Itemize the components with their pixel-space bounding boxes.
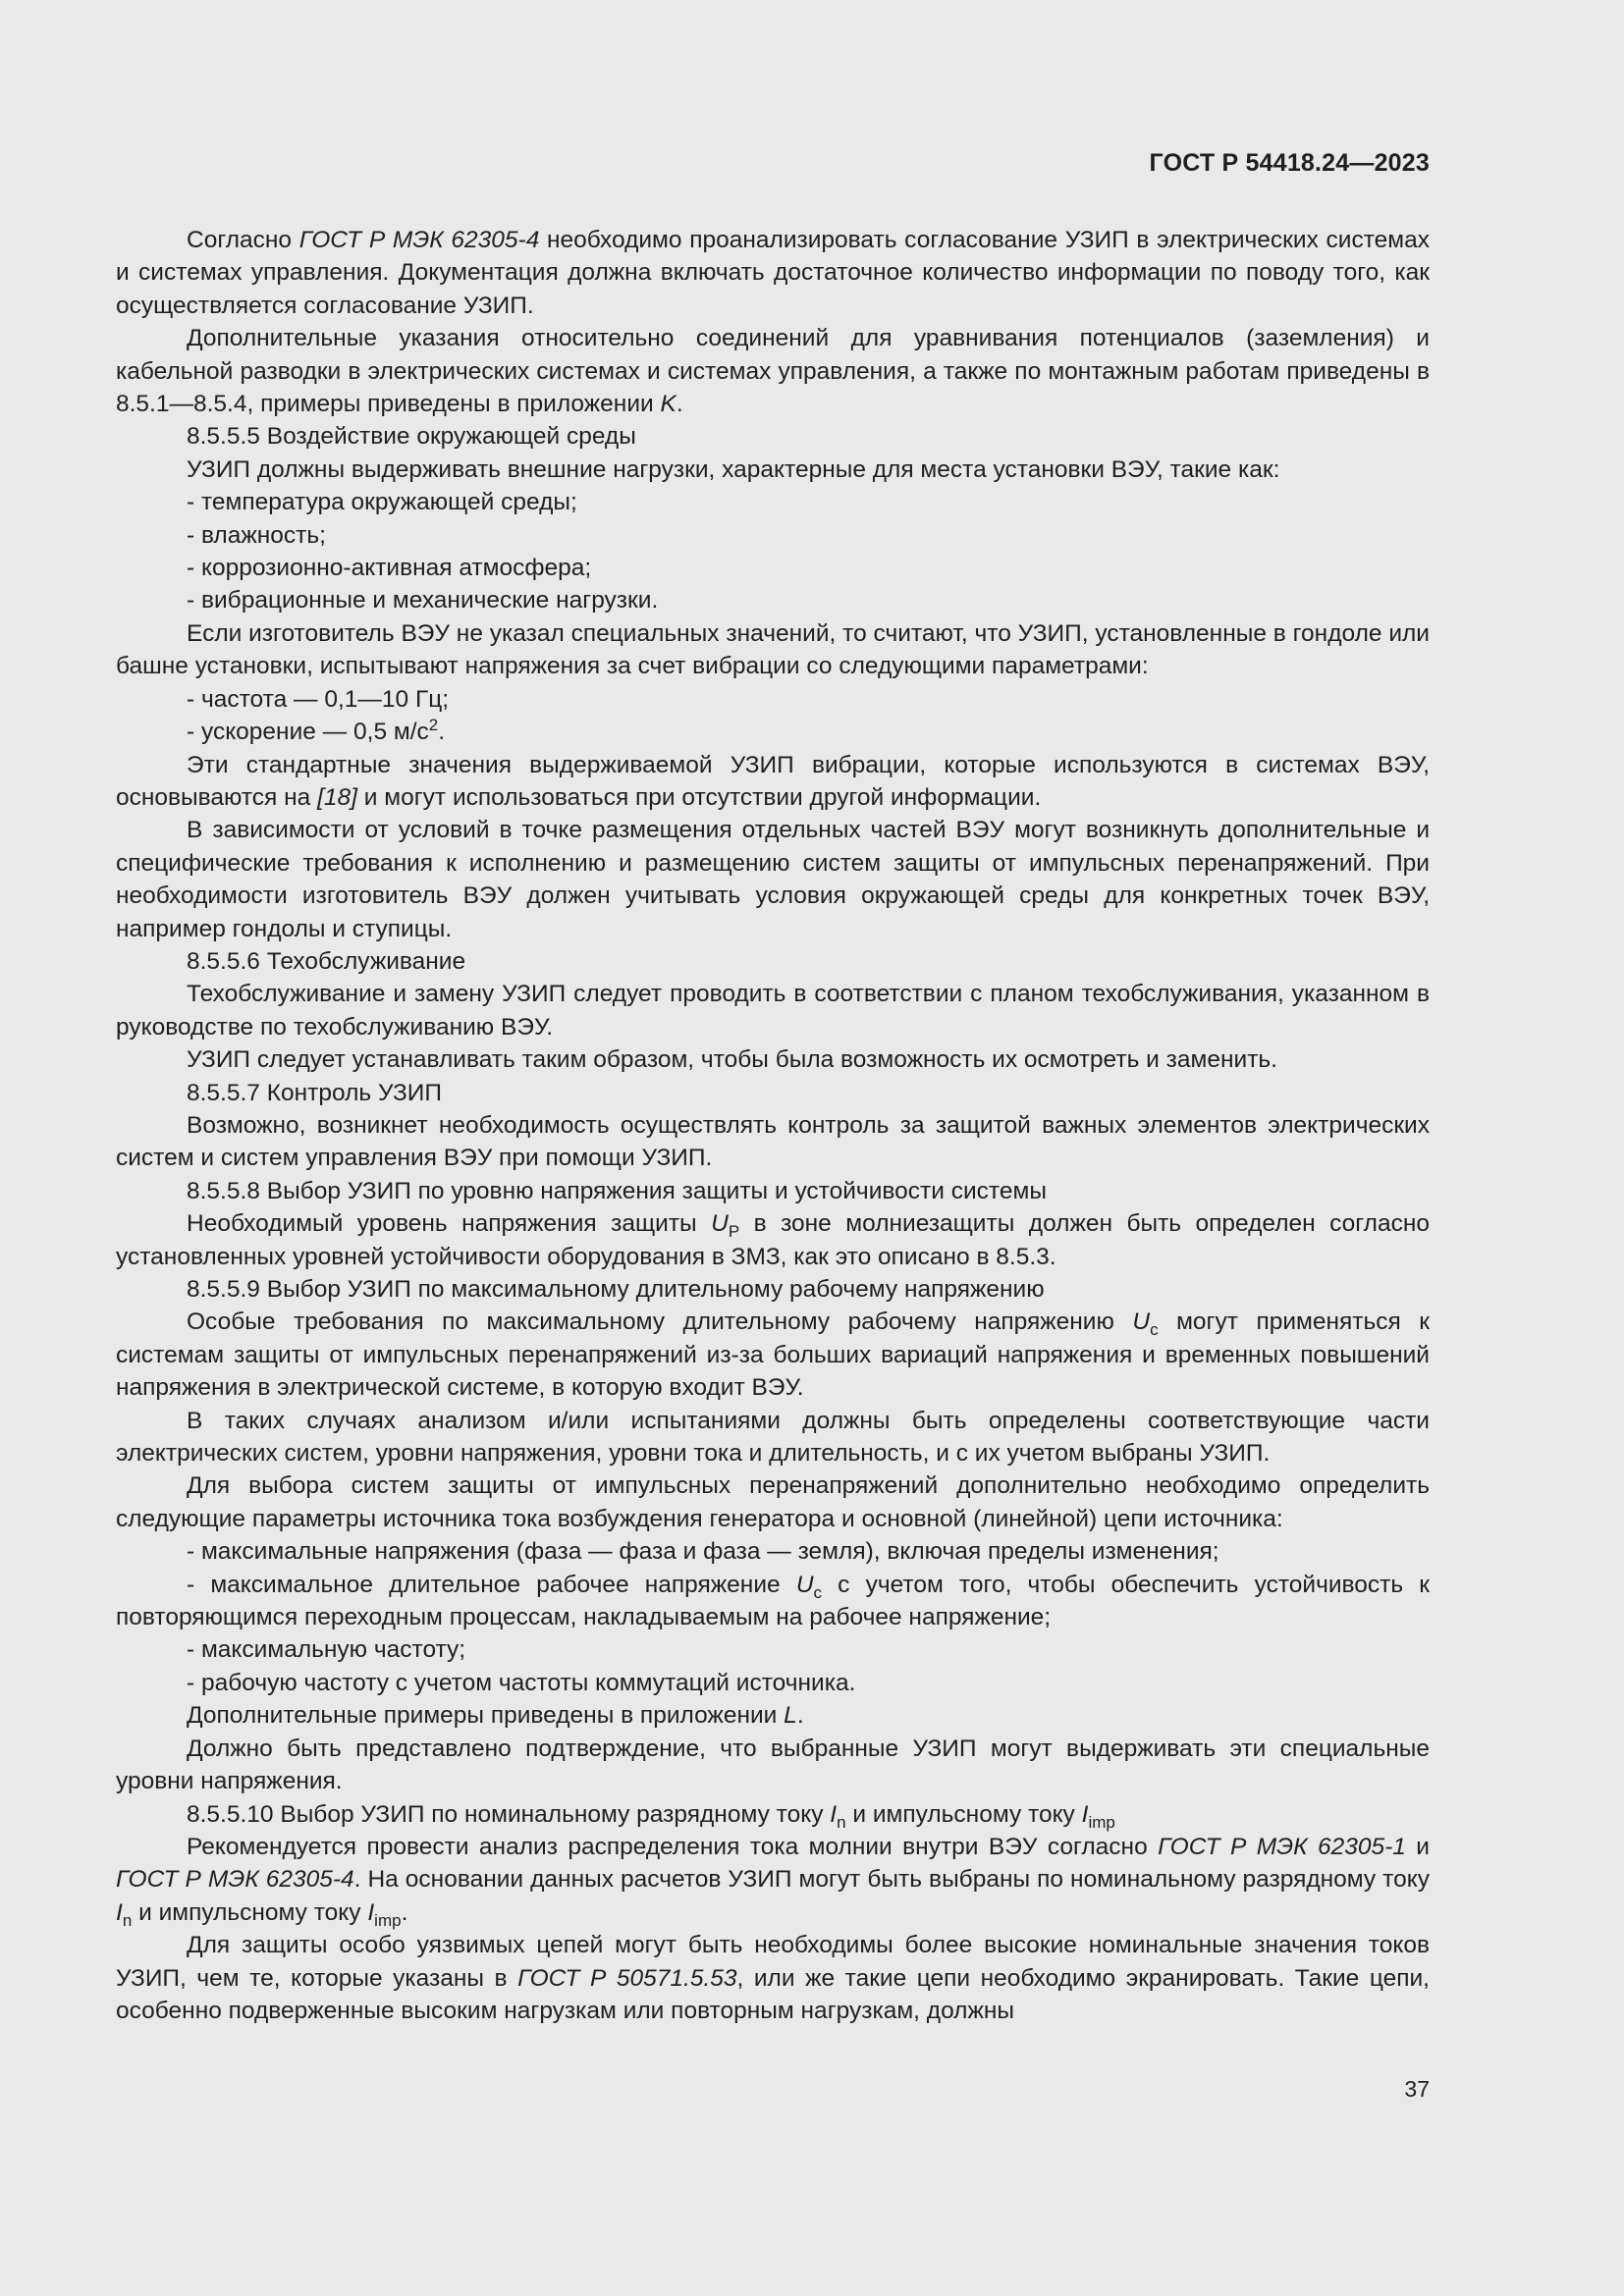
paragraph: УЗИП следует устанавливать таким образом, чтобы была возможность их осмотреть и заменить. xyxy=(187,1046,1277,1074)
bibliography-reference: [18] xyxy=(317,783,357,811)
section-heading-8-5-5-6: 8.5.5.6 Техобслуживание xyxy=(187,947,466,975)
document-header: ГОСТ Р 54418.24—2023 xyxy=(1149,149,1430,177)
page-number: 37 xyxy=(1404,2076,1430,2102)
list-item: - рабочую частоту с учетом частоты коммутаций источника. xyxy=(187,1669,856,1696)
section-heading-8-5-5-7: 8.5.5.7 Контроль УЗИП xyxy=(187,1079,443,1106)
standard-reference: ГОСТ Р МЭК 62305-4 xyxy=(298,227,540,253)
section-heading-8-5-5-8: 8.5.5.8 Выбор УЗИП по уровню напряжения защиты и устойчивости системы xyxy=(187,1177,1047,1204)
list-item: - ускорение — 0,5 $м/с^2$. xyxy=(187,715,446,746)
list-item: - максимальную частоту; xyxy=(187,1636,466,1664)
paragraph: Если изготовитель ВЭУ не указал специальных значений, то считают, что УЗИП, установленные в гондоле или башне установки, испытывают напряжения за счет вибрации со следующими параметрами: xyxy=(116,619,1430,680)
list-item: - коррозионно-активная атмосфера; xyxy=(187,555,592,582)
paragraph: Дополнительные примеры приведены в приложении L. xyxy=(187,1702,804,1730)
document-body xyxy=(116,224,1430,2027)
paragraph: Должно быть представлено подтверждение, что выбранные УЗИП могут выдерживать эти специальные уровни напряжения. xyxy=(116,1735,1430,1795)
paragraph: В зависимости от условий в точке размещения отдельных частей ВЭУ могут возникнуть дополнительные и специфические требования к исполнению и размещению систем защиты от импульсных перенапряжений. При необходимости изготовитель ВЭУ должен учитывать условия окружающей среды для конкретных точек ВЭУ, например гондолы и ступицы. xyxy=(116,817,1430,942)
paragraph: Дополнительные указания относительно соединений для уравнивания потенциалов (заземления) и кабельной разводки в электрических системах и системах управления, а также по монтажным работам приведены в 8.5.1—8.5.4, примеры приведены в приложении K. xyxy=(116,325,1430,418)
list-item: - максимальное длительное рабочее напряжение $U_c$ с учетом того, чтобы обеспечить устойчивость к повторяющимся переходным процессам, накладываемым на рабочее напряжение; xyxy=(116,1571,1430,1631)
paragraph: Необходимый уровень напряжения защиты $U_P$ в зоне молниезащиты должен быть определен согласно установленных уровней устойчивости оборудования в ЗМЗ, как это описано в 8.5.3. xyxy=(116,1210,1431,1270)
standard-reference: ГОСТ Р МЭК 62305-1 xyxy=(1158,1833,1406,1860)
list-item: - частота — 0,1—10 Гц; xyxy=(187,685,450,713)
paragraph: Техобслуживание и замену УЗИП следует проводить в соответствии с планом техобслуживания, указанном в руководстве по техобслуживанию ВЭУ. xyxy=(116,981,1430,1041)
paragraph: Особые требования по максимальному длительному рабочему напряжению $U_c$ могут применяться к системам защиты от импульсных перенапряжений из-за больших вариаций напряжения и временных повышений напряжения в электрической системе, в которую входит ВЭУ. xyxy=(116,1308,1430,1402)
list-item: - влажность; xyxy=(187,521,326,549)
list-item: - вибрационные и механические нагрузки. xyxy=(187,587,659,614)
paragraph: Для выбора систем защиты от импульсных перенапряжений дополнительно необходимо определить следующие параметры источника тока возбуждения генератора и основной (линейной) цепи источника: xyxy=(116,1472,1430,1532)
standard-reference: ГОСТ Р МЭК 62305-4 xyxy=(116,1866,354,1894)
annex-reference: K xyxy=(660,391,677,418)
section-heading-8-5-5-5: 8.5.5.5 Воздействие окружающей среды xyxy=(187,423,636,451)
paragraph: Рекомендуется провести анализ распределения тока молнии внутри ВЭУ согласно ГОСТ Р МЭК 62305-1 и ГОСТ Р МЭК 62305-4. На основании данных расчетов УЗИП могут быть выбраны по номинальному разрядному току $I_n$ и импульсному току $I_{imp}$. xyxy=(116,1833,1430,1930)
paragraph: Эти стандартные значения выдерживаемой УЗИП вибрации, которые используются в системах ВЭУ, основываются на [18] и могут использоваться при отсутствии другой информации. xyxy=(116,751,1430,811)
paragraph: В таких случаях анализом и/или испытаниями должны быть определены соответствующие части электрических систем, уровни напряжения, уровни тока и длительность, и с их учетом выбраны УЗИП. xyxy=(116,1407,1430,1468)
list-item: - максимальные напряжения (фаза — фаза и фаза — земля), включая пределы изменения; xyxy=(187,1538,1219,1566)
section-heading-8-5-5-10: 8.5.5.10 Выбор УЗИП по номинальному разрядному току $I_n$ и импульсному току $I_{imp}$ xyxy=(187,1800,1115,1832)
paragraph: Возможно, возникнет необходимость осуществлять контроль за защитой важных элементов электрических систем и систем управления ВЭУ при помощи УЗИП. xyxy=(116,1111,1430,1172)
paragraph: Согласно ГОСТ Р МЭК 62305-4 необходимо проанализировать согласование УЗИП в электрических системах и системах управления. Документация должна включать достаточное количество информации по поводу того, как осуществляется согласование УЗИП. xyxy=(116,227,1430,319)
paragraph: УЗИП должны выдерживать внешние нагрузки, характерные для места установки ВЭУ, такие как: xyxy=(187,455,1280,483)
standard-reference: ГОСТ Р 50571.5.53 xyxy=(517,1964,737,1992)
annex-reference: L xyxy=(784,1702,797,1730)
paragraph: Для защиты особо уязвимых цепей могут быть необходимы более высокие номинальные значения токов УЗИП, чем те, которые указаны в ГОСТ Р 50571.5.53, или же такие цепи необходимо экранировать. Такие цепи, особенно подверженные высоким нагрузкам или повторным нагрузкам, должны xyxy=(116,1932,1430,2024)
list-item: - температура окружающей среды; xyxy=(187,489,577,516)
section-heading-8-5-5-9: 8.5.5.9 Выбор УЗИП по максимальному длительному рабочему напряжению xyxy=(187,1276,1045,1303)
